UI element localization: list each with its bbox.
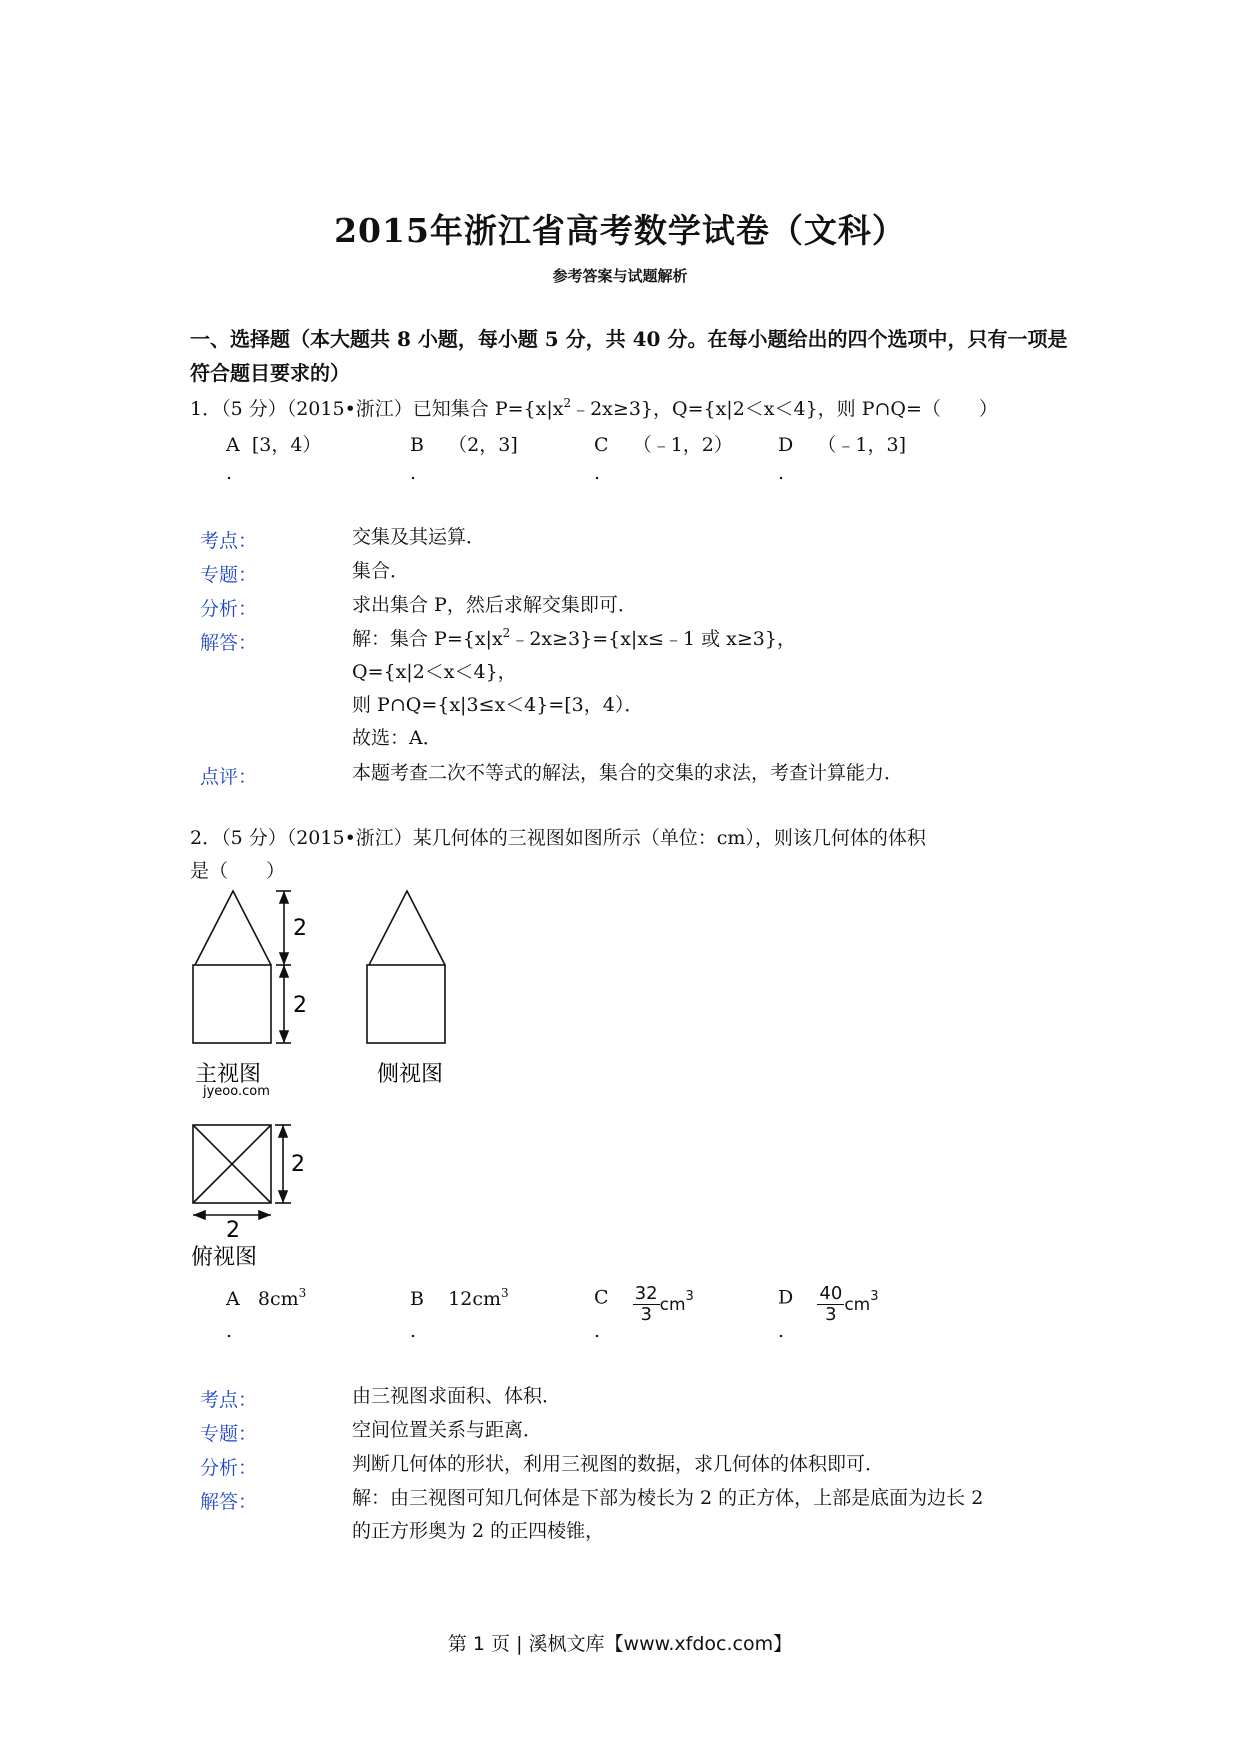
q1-zhuanti: 集合．: [352, 560, 410, 582]
front-view-label: 主视图: [195, 1062, 262, 1087]
q2-option-d-fraction: $\frac{40}{3}$: [819, 1283, 843, 1325]
q1-kaodian: 交集及其运算．: [352, 526, 486, 548]
q2-fenxi-label: 分析：: [200, 1457, 258, 1479]
top-dim-horizontal: 2: [226, 1218, 240, 1243]
q1-dianping: 本题考查二次不等式的解法，集合的交集的求法，考查计算能力．: [352, 762, 904, 784]
q2-jieda-label: 解答：: [200, 1491, 258, 1513]
q1-jieda-line2: Q={x|2＜x＜4}，: [352, 661, 517, 683]
section-heading: 一、选择题（本大题共 8 小题，每小题 5 分，共 40 分。在每小题给出的四个选项中，只有一项是符合题目要求的）: [190, 327, 1068, 385]
q2-dot-a: .: [226, 1320, 233, 1342]
q1-dot-c: .: [594, 462, 601, 484]
front-view-square: [193, 965, 271, 1043]
q1-dot-b: .: [410, 462, 417, 484]
front-view: [193, 891, 291, 1043]
q2-option-c-fraction: $\frac{32}{3}$: [634, 1283, 658, 1325]
page-subtitle: 参考答案与试题解析: [552, 267, 688, 285]
side-view-square: [367, 965, 445, 1043]
q2-jieda: [352, 1482, 1072, 1548]
page-title: 2015年浙江省高考数学试卷（文科）: [334, 211, 906, 250]
watermark: jyeoo.com: [203, 1084, 270, 1099]
q1-option-c: C （﹣1，2）: [594, 434, 733, 456]
q1-jieda-line1: 解：集合 $P=\{x|x^2﹣2x\ge 3\}=\{x|x\le﹣1$ 或 x≥3}，: [352, 626, 796, 650]
q2-jieda-line2: 的正方形奥为 2 的正四棱锥，: [352, 1520, 605, 1542]
q1-jieda-line3: 则 P∩Q={x|3≤x＜4}=[3，4）．: [352, 694, 644, 716]
q2-dot-d: .: [778, 1320, 785, 1342]
q2-fenxi: 判断几何体的形状，利用三视图的数据，求几何体的体积即可．: [352, 1453, 885, 1475]
q1-jieda: [352, 623, 1072, 755]
arrow-head: [280, 953, 288, 963]
q1-fenxi: 求出集合 P，然后求解交集即可．: [352, 594, 637, 616]
q2-dot-b: .: [410, 1320, 417, 1342]
top-view: [193, 1125, 291, 1219]
side-view: [367, 891, 445, 1043]
q2-zhuanti-label: 专题：: [200, 1423, 258, 1445]
q2-zhuanti: 空间位置关系与距离．: [352, 1419, 543, 1441]
q1-option-a: A [3，4）: [226, 434, 322, 456]
q2-kaodian-label: 考点：: [200, 1389, 258, 1411]
q1-dianping-label: 点评：: [200, 766, 258, 788]
q1-dot-d: .: [778, 462, 785, 484]
arrow-head: [279, 1191, 287, 1201]
arrow-head: [280, 1031, 288, 1041]
arrow-head: [280, 967, 288, 977]
top-dim-vertical: 2: [291, 1152, 305, 1177]
q1-kaodian-label: 考点：: [200, 530, 258, 552]
top-view-label: 俯视图: [191, 1245, 258, 1270]
page-footer: 第 1 页 | 溪枫文库【www.xfdoc.com】: [447, 1633, 793, 1655]
three-view-figure: [185, 885, 475, 1305]
q1-jieda-line4: 故选：A．: [352, 727, 442, 749]
side-view-label: 侧视图: [377, 1062, 444, 1087]
question-2-stem: [190, 822, 1070, 888]
q1-zhuanti-label: 专题：: [200, 564, 258, 586]
arrow-head: [280, 893, 288, 903]
q1-fenxi-label: 分析：: [200, 598, 258, 620]
q2-kaodian: 由三视图求面积、体积．: [352, 1385, 562, 1407]
arrow-head: [195, 1211, 205, 1219]
front-dim-top: 2: [293, 916, 307, 941]
side-view-triangle: [369, 891, 445, 965]
q1-option-b: B （2，3]: [410, 434, 518, 456]
q2-option-d: D $\frac{40}{3}$ $cm^3$: [778, 1283, 879, 1325]
q2-dot-c: .: [594, 1320, 601, 1342]
q2-option-a: A $8cm^3$: [226, 1286, 307, 1310]
q2-stem-line1: 2．（5 分）（2015•浙江）某几何体的三视图如图所示（单位：cm），则该几何体的体积: [190, 827, 926, 849]
arrow-head: [279, 1127, 287, 1137]
question-1-stem: 1．（5 分）（2015•浙江）已知集合 $P=\{x|x^2﹣2x\ge 3\}$，Q={x|2＜x＜4}，则 P∩Q=（ ）: [190, 396, 998, 420]
q2-stem-line2: 是（ ）: [190, 860, 286, 882]
q1-jieda-label: 解答：: [200, 632, 258, 654]
arrow-head: [259, 1211, 269, 1219]
front-view-triangle: [195, 891, 271, 965]
q2-jieda-line1: 解：由三视图可知几何体是下部为棱长为 2 的正方体，上部是底面为边长 2: [352, 1487, 984, 1509]
q2-option-c: C $\frac{32}{3}$ $cm^3$: [594, 1283, 694, 1325]
q1-dot-a: .: [226, 462, 233, 484]
q1-option-d: D （﹣1，3]: [778, 434, 906, 456]
q2-option-b: B $12cm^3$: [410, 1286, 509, 1310]
front-dim-bottom: 2: [293, 993, 307, 1018]
